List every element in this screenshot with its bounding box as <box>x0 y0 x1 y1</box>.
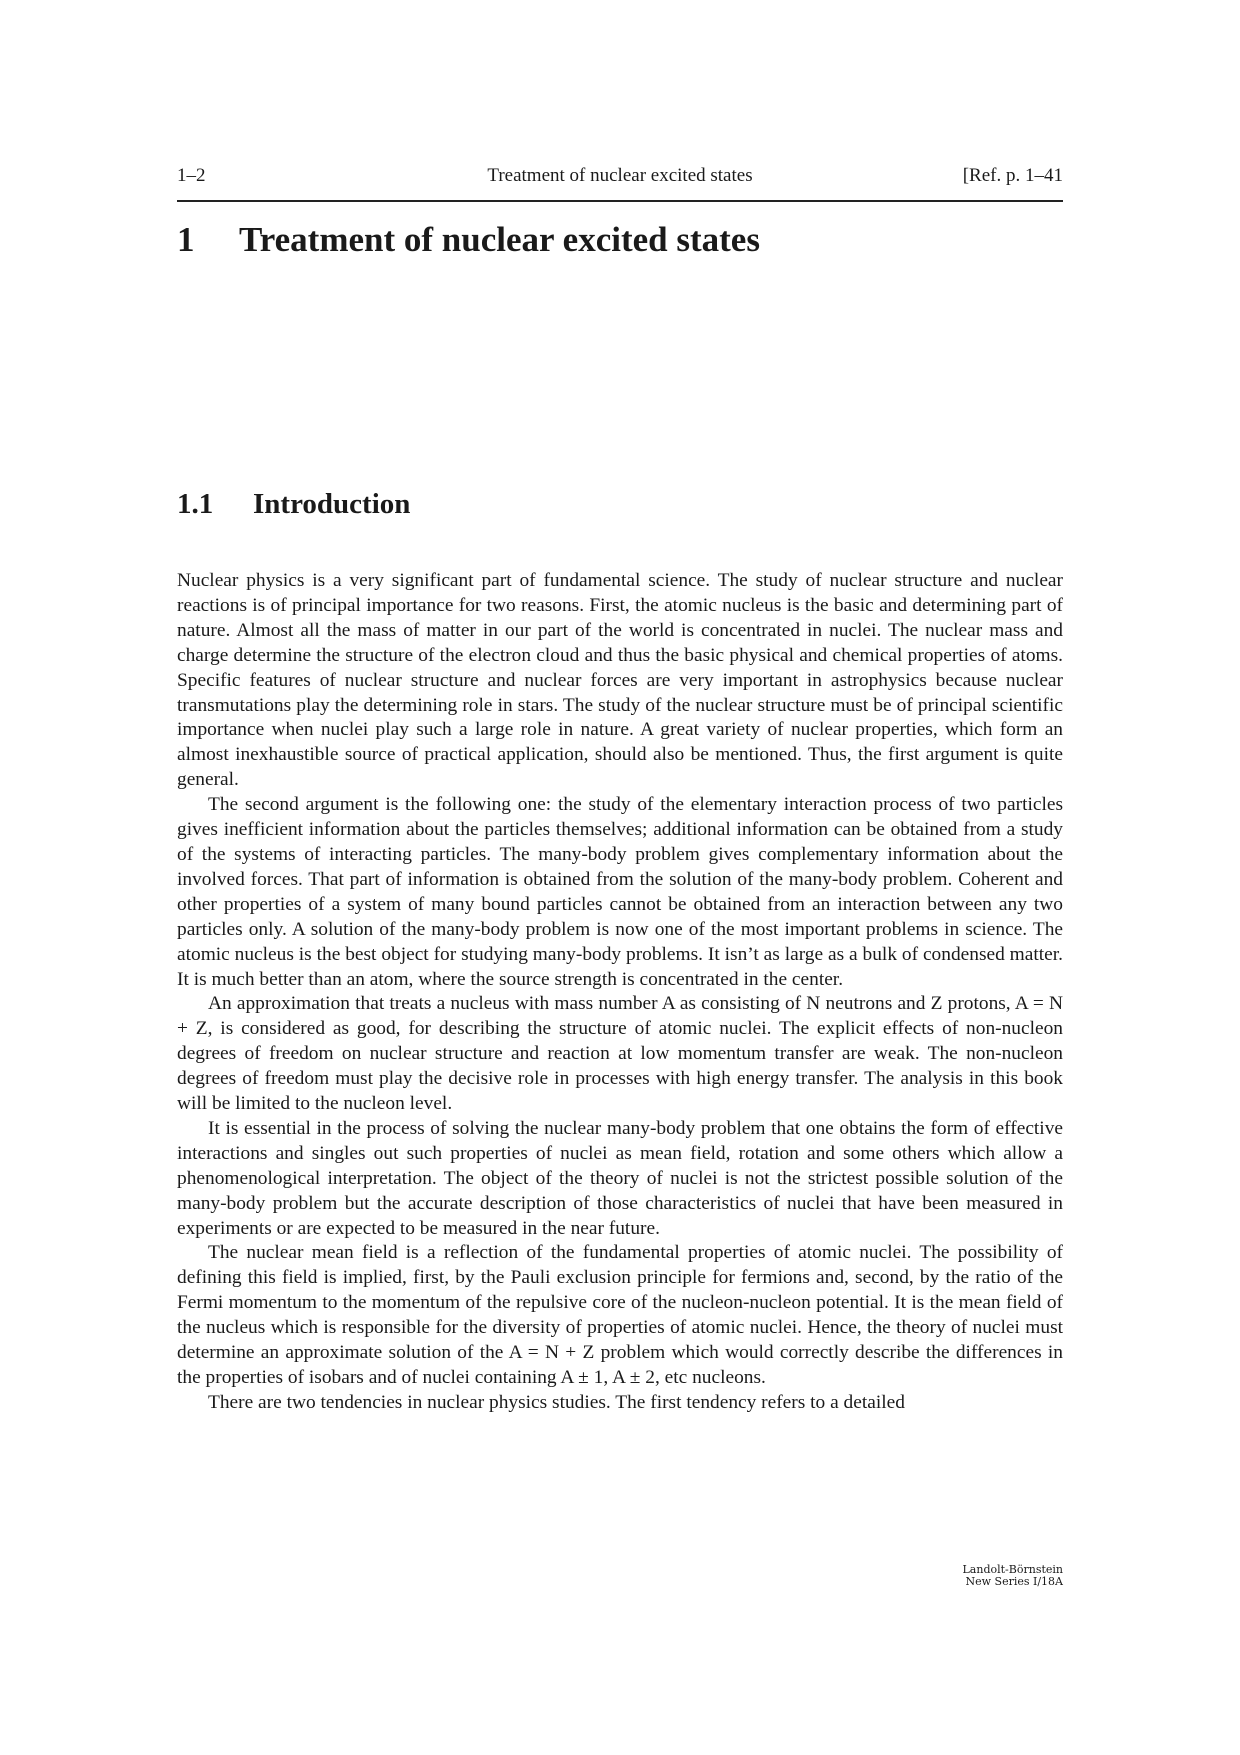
body-text <box>177 569 1063 1416</box>
paragraph: There are two tendencies in nuclear physics studies. The first tendency refers to a detailed <box>208 1391 905 1413</box>
chapter-number: 1 <box>177 220 195 259</box>
header-rule <box>177 200 1063 202</box>
chapter-title: Treatment of nuclear excited states <box>239 220 760 259</box>
paragraph: Nuclear physics is a very significant part of fundamental science. The study of nuclear structure and nuclear reactions is of principal importance for two reasons. First, the atomic nucleus is the basic and determining part of nature. Almost all the mass of matter in our part of the world is concentrated in nuclei. The nuclear mass and charge determine the structure of the electron cloud and thus the basic physical and chemical properties of atoms. Specific features of nuclear structure and nuclear forces are very important in astrophysics because nuclear transmutations play the determining role in stars. The study of the nuclear structure must be of principal scientific importance when nuclei play such a large role in nature. A great variety of nuclear properties, which form an almost inexhaustible source of practical application, should also be mentioned. Thus, the first argument is quite general. <box>177 570 1063 791</box>
paragraph: The second argument is the following one: the study of the elementary interaction process of two particles gives inefficient information about the particles themselves; additional information can be obtained from a study of the systems of interacting particles. The many-body problem gives complementary information about the involved forces. That part of information is obtained from the solution of the many-body problem. Coherent and other properties of a system of many bound particles cannot be obtained from an interaction between any two particles only. A solution of the many-body problem is now one of the most important problems in science. The atomic nucleus is the best object for studying many-body problems. It isn’t as large as a bulk of condensed matter. It is much better than an atom, where the source strength is concentrated in the center. <box>177 794 1063 990</box>
page-number: 1–2 <box>177 165 206 186</box>
section-heading <box>177 484 410 524</box>
section-title: Introduction <box>253 488 411 520</box>
paragraph: The nuclear mean field is a reflection of the fundamental properties of atomic nuclei. The possibility of defining this field is implied, first, by the Pauli exclusion principle for fermions and, second, by the ratio of the Fermi momentum to the momentum of the repulsive core of the nucleon-nucleon potential. It is the mean field of the nucleus which is responsible for the diversity of properties of atomic nuclei. Hence, the theory of nuclei must determine an approximate solution of the A = N + Z problem which would correctly describe the differences in the properties of isobars and of nuclei containing A ± 1, A ± 2, etc nucleons. <box>177 1242 1063 1388</box>
footer-publisher: Landolt-Börnstein <box>962 1563 1063 1576</box>
paragraph: An approximation that treats a nucleus with mass number A as consisting of N neutrons and Z protons, A = N + Z, is considered as good, for describing the structure of atomic nuclei. The explicit effects of non-nucleon degrees of freedom on nuclear structure and reaction at low momentum transfer are weak. The non-nucleon degrees of freedom must play the decisive role in processes with high energy transfer. The analysis in this book will be limited to the nucleon level. <box>177 993 1063 1115</box>
running-header <box>177 163 1063 189</box>
paragraph: It is essential in the process of solving the nuclear many-body problem that one obtains the form of effective interactions and singles out such properties of nuclei as mean field, rotation and some others which allow a phenomenological interpretation. The object of the theory of nuclei is not the strictest possible solution of the many-body problem but the accurate description of those characteristics of nuclei that have been measured in experiments or are expected to be measured in the near future. <box>177 1117 1063 1239</box>
page-reference: [Ref. p. 1–41 <box>962 165 1063 186</box>
running-title: Treatment of nuclear excited states <box>487 165 753 186</box>
chapter-heading <box>177 218 760 262</box>
section-number: 1.1 <box>177 488 214 520</box>
footer-series: New Series I/18A <box>965 1575 1063 1588</box>
footer <box>963 1564 1064 1588</box>
